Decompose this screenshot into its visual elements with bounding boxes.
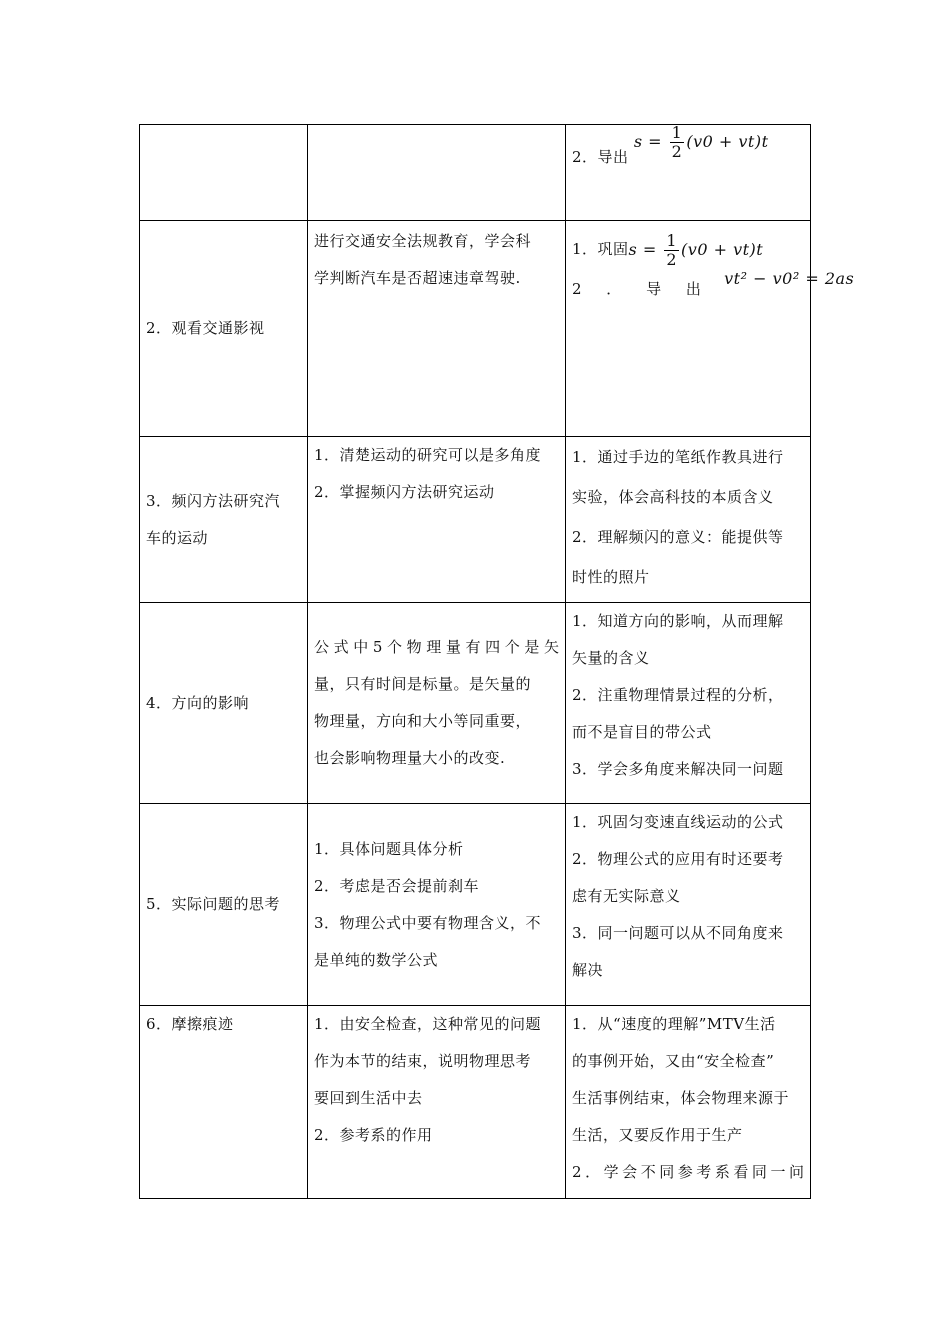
cell-text: 3．同一问题可以从不同角度来 xyxy=(572,924,784,942)
cell-text: 1．从“速度的理解”MTV生活 xyxy=(572,1015,776,1033)
fraction: $\frac{1}{2}$ xyxy=(666,231,678,269)
formula-prefix: 2 ． 导 出 xyxy=(572,280,711,298)
table-row xyxy=(140,1006,811,1199)
table-row xyxy=(140,437,811,603)
cell-text: 1．知道方向的影响，从而理解 xyxy=(572,612,784,630)
cell-text: 4．方向的影响 xyxy=(146,693,250,712)
formula-velocity-average: s = $\frac{1}{2}$ (v0 + vt)t xyxy=(628,231,764,269)
cell-text: 2．注重物理情景过程的分析， xyxy=(572,686,784,704)
cell-text: 车的运动 xyxy=(146,528,209,547)
cell-text: 实验，体会高科技的本质含义 xyxy=(572,488,774,506)
cell-text: 是单纯的数学公式 xyxy=(314,950,439,969)
cell-text: 2．参考系的作用 xyxy=(314,1126,433,1144)
cell-text: 1．通过手边的笔纸作教具进行 xyxy=(572,448,784,466)
cell-text: 1．由安全检查，这种常见的问题 xyxy=(314,1015,542,1033)
cell-text: 解决 xyxy=(572,961,604,979)
cell-text: 虑有无实际意义 xyxy=(572,887,681,905)
cell-text: 作为本节的结束，说明物理思考 xyxy=(314,1052,532,1070)
cell-text: 2．观看交通影视 xyxy=(146,319,265,337)
cell-text: 2．掌握频闪方法研究运动 xyxy=(314,483,495,501)
cell-text: 3．学会多角度来解决同一问题 xyxy=(572,760,784,778)
description-cell xyxy=(308,1006,566,1199)
objective-cell xyxy=(566,1006,811,1199)
cell-text: 时性的照片 xyxy=(572,568,650,586)
activity-cell xyxy=(140,603,308,804)
objective-cell xyxy=(566,437,811,603)
cell-text: 3．物理公式中要有物理含义，不 xyxy=(314,913,542,932)
cell-text: 生活，又要反作用于生产 xyxy=(572,1126,743,1144)
formula-line xyxy=(572,227,804,272)
cell-text: 矢量的含义 xyxy=(572,649,650,667)
table-row xyxy=(140,125,811,221)
cell-text: 的事例开始，又由“安全检查” xyxy=(572,1052,775,1070)
cell-text: 2．学会不同参考系看同一问 xyxy=(572,1163,804,1181)
formula-velocity-average: s = $\frac{1}{2}$ (v0 + vt)t xyxy=(633,123,769,161)
cell-text: 1．巩固匀变速直线运动的公式 xyxy=(572,813,784,831)
table-row xyxy=(140,603,811,804)
description-cell xyxy=(308,437,566,603)
cell-text: 2．物理公式的应用有时还要考 xyxy=(572,850,784,868)
activity-cell xyxy=(140,804,308,1006)
table-row xyxy=(140,804,811,1006)
cell-text: 3．频闪方法研究汽 xyxy=(146,491,281,510)
cell-text: 2．考虑是否会提前刹车 xyxy=(314,876,480,895)
cell-text: 物理量，方向和大小等同重要， xyxy=(314,712,532,730)
cell-text: 而不是盲目的带公式 xyxy=(572,723,712,741)
table-row xyxy=(140,221,811,437)
activity-cell xyxy=(140,221,308,437)
formula-line xyxy=(572,269,855,304)
formula-line xyxy=(572,123,804,177)
description-cell xyxy=(308,804,566,1006)
description-cell xyxy=(308,603,566,804)
formula-velocity-displacement: vt² − v0² = 2as xyxy=(724,269,855,288)
objective-cell xyxy=(566,125,811,221)
activity-cell xyxy=(140,1006,308,1199)
objective-cell xyxy=(566,804,811,1006)
cell-text: 也会影响物理量大小的改变. xyxy=(314,749,506,767)
cell-text: 公式中5个物理量有四个是矢 xyxy=(314,638,559,656)
cell-text: 5．实际问题的思考 xyxy=(146,895,281,913)
lesson-table xyxy=(139,123,855,1199)
cell-text: 学判断汽车是否超速违章驾驶. xyxy=(314,269,521,287)
description-cell xyxy=(308,221,566,437)
objective-cell xyxy=(566,603,811,804)
cell-text: 要回到生活中去 xyxy=(314,1089,423,1107)
cell-text: 量，只有时间是标量。是矢量的 xyxy=(314,675,532,693)
cell-text: 1．清楚运动的研究可以是多角度 xyxy=(314,446,542,464)
description-cell xyxy=(308,125,566,221)
objective-cell xyxy=(566,221,855,437)
cell-text: 进行交通安全法规教育，学会科 xyxy=(314,232,532,250)
formula-prefix: 2．导出 xyxy=(572,148,629,166)
cell-text: 生活事例结束，体会物理来源于 xyxy=(572,1089,790,1107)
cell-text: 2．理解频闪的意义：能提供等 xyxy=(572,528,784,546)
cell-text: 1．具体问题具体分析 xyxy=(314,839,464,858)
activity-cell xyxy=(140,125,308,221)
fraction: $\frac{1}{2}$ xyxy=(671,123,683,161)
activity-cell xyxy=(140,437,308,603)
formula-prefix: 1．巩固 xyxy=(572,240,629,258)
cell-text: 6．摩擦痕迹 xyxy=(146,1015,234,1033)
